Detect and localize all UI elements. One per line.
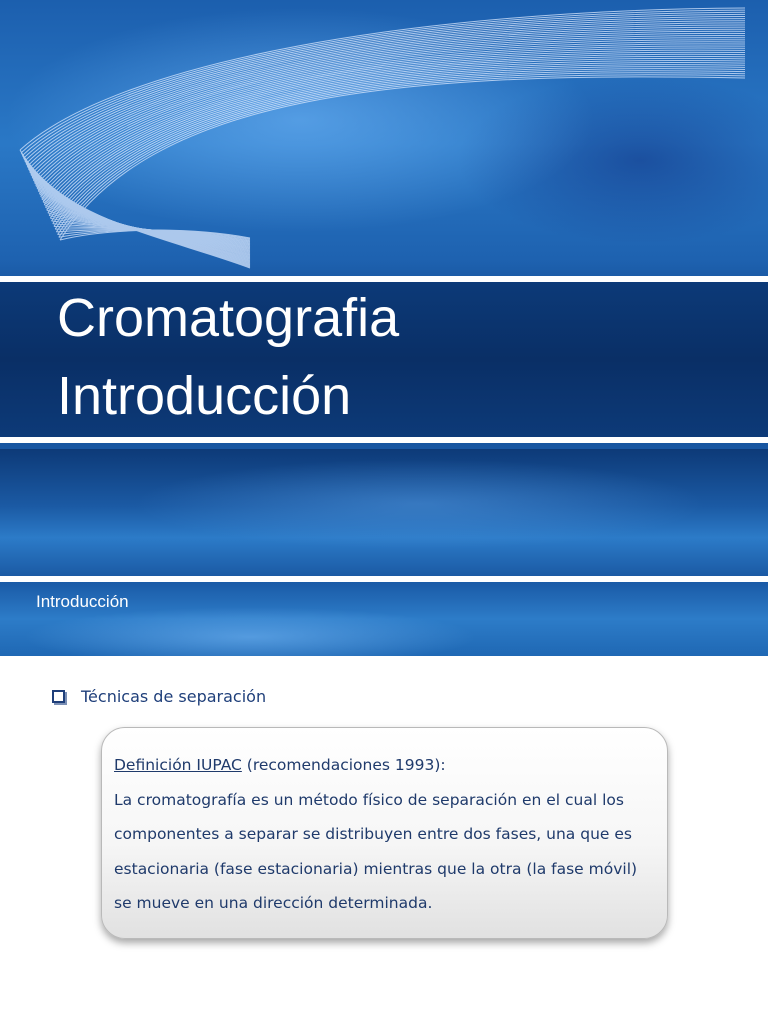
slide-header [0,576,768,656]
slide-header-title: Introducción [36,592,129,611]
slide-title-line-2: Introducción [57,366,352,426]
definition-line: se mueve en una dirección determinada. [114,894,433,912]
title-band [0,276,768,443]
definition-line: La cromatografía es un método físico de separación en el cual los [114,790,624,809]
square-bullet-icon [52,690,65,703]
definition-line: estacionaria (fase estacionaria) mientras que la otra (la fase móvil) [114,859,638,878]
definition-heading-rest: (recomendaciones 1993): [241,756,446,774]
bullet-item [52,684,266,708]
slide-title-line-1: Cromatografia [57,288,400,348]
decorative-wave-background [0,449,768,576]
definition-iupac-link[interactable]: Definición IUPAC [114,756,242,774]
definition-line: componentes a separar se distribuyen entre dos fases, una que es [114,825,632,843]
decorative-swirl-graphic [0,0,768,270]
definition-heading [114,748,657,783]
definition-box [101,727,668,939]
bullet-text: Técnicas de separación [81,686,267,706]
